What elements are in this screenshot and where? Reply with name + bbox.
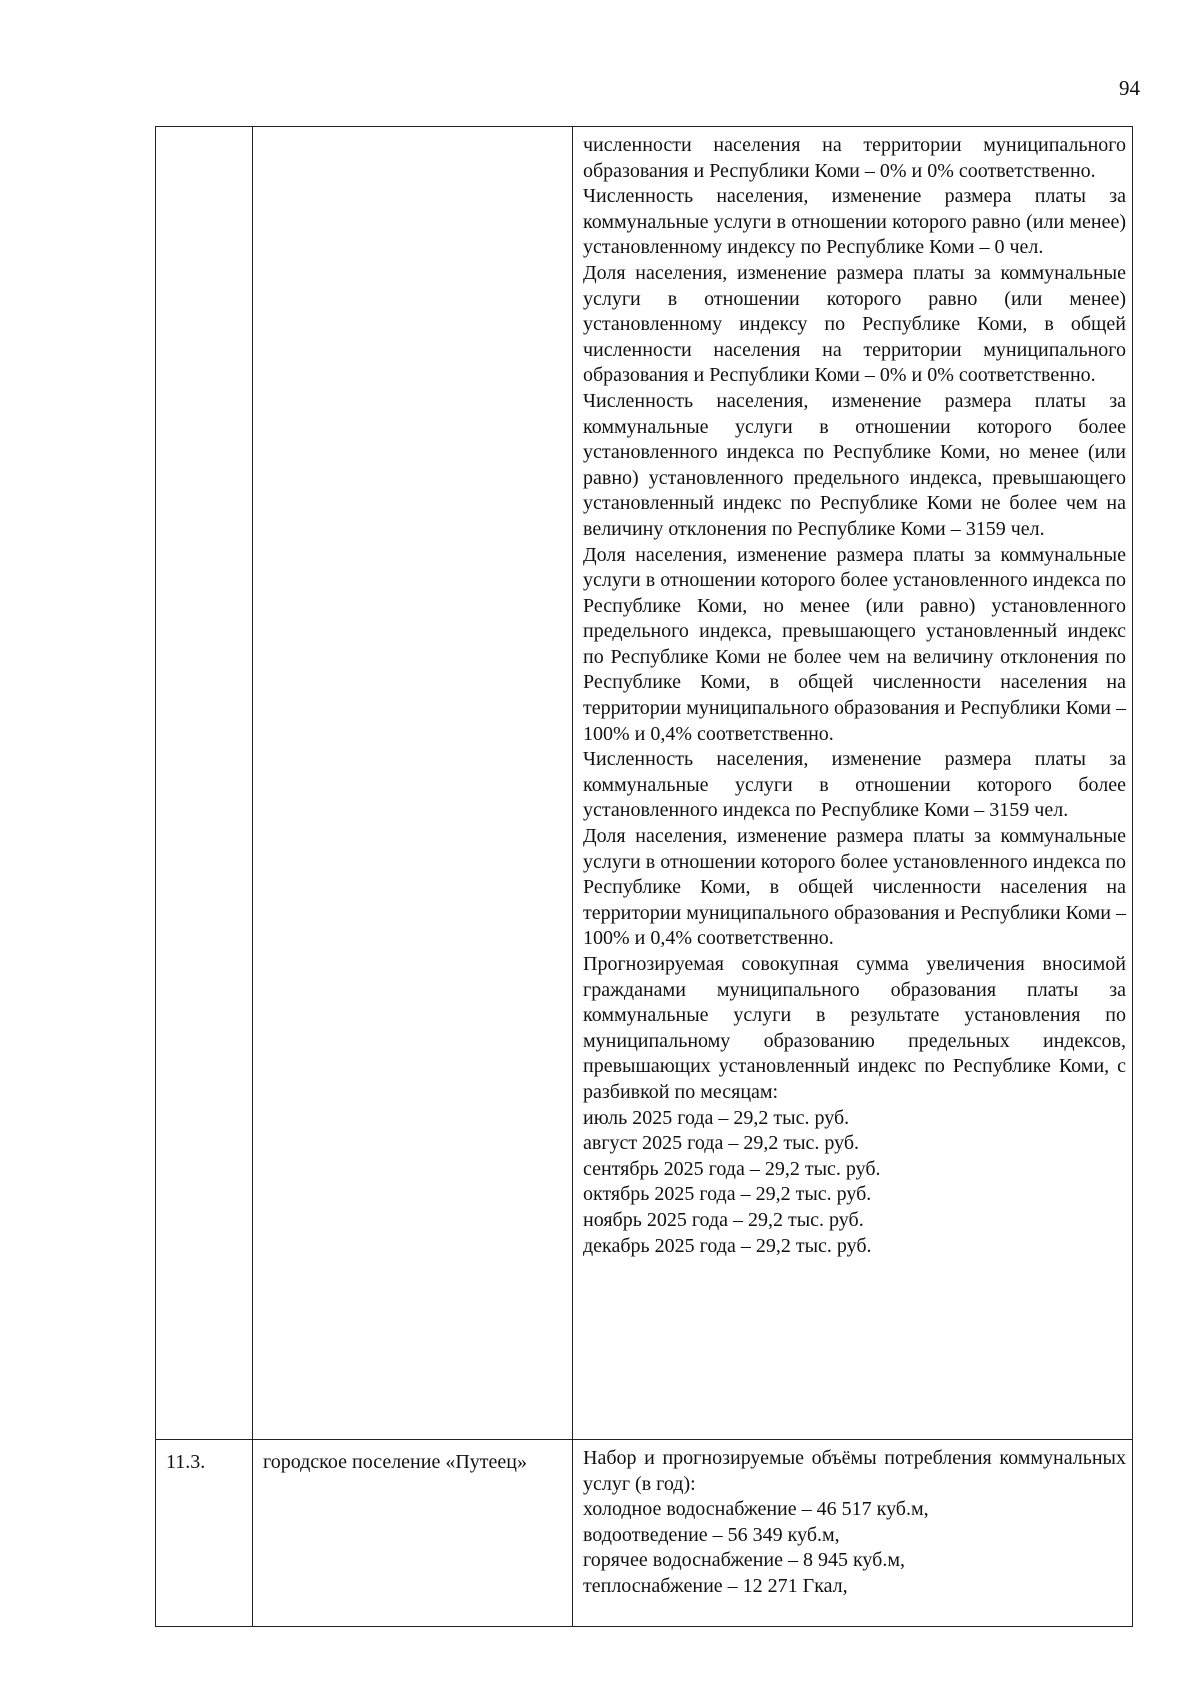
month-line: декабрь 2025 года – 29,2 тыс. руб. (583, 1234, 872, 1257)
content-paragraph: Доля населения, изменение размера платы за коммунальные услуги в отношении которого равно (или менее) установленному индексу по Республике Коми, в общей численности населения на территории муниципального образования и Республики Коми – 0% и 0% соответственно. (583, 261, 1126, 387)
document-table (155, 126, 1133, 1627)
table-row (156, 127, 1133, 1440)
month-line: октябрь 2025 года – 29,2 тыс. руб. (583, 1183, 872, 1206)
content-paragraph: численности населения на территории муниципального образования и Республики Коми – 0% и 0% соответственно. (583, 134, 1126, 182)
content-paragraph: Численность населения, изменение размера платы за коммунальные услуги в отношении которого более установленного индекса по Республике Коми – 3159 чел. (583, 748, 1126, 822)
month-line: сентябрь 2025 года – 29,2 тыс. руб. (583, 1157, 881, 1180)
row-content-cell (573, 127, 1133, 1440)
consumption-line: водоотведение – 56 349 куб.м, (583, 1523, 840, 1546)
table-row (156, 1440, 1133, 1627)
row-content-cell (573, 1440, 1133, 1627)
month-line: август 2025 года – 29,2 тыс. руб. (583, 1132, 860, 1155)
row-name-cell (253, 127, 573, 1440)
content-paragraph: Доля населения, изменение размера платы за коммунальные услуги в отношении которого более установленного индекса по Республике Коми, но менее (или равно) установленного предельного индекса, превышающего установленный индекс по Республике Коми не более чем на величину отклонения по Республике Коми, в общей численности населения на территории муниципального образования и Республики Коми – 100% и 0,4% соответственно. (583, 543, 1127, 745)
consumption-line: холодное водоснабжение – 46 517 куб.м, (583, 1498, 929, 1521)
month-line: ноябрь 2025 года – 29,2 тыс. руб. (583, 1208, 864, 1231)
month-line: июль 2025 года – 29,2 тыс. руб. (583, 1106, 850, 1129)
consumption-line: теплоснабжение – 12 271 Гкал, (583, 1574, 848, 1597)
content-paragraph: Численность населения, изменение размера платы за коммунальные услуги в отношении которого равно (или менее) установленному индексу по Республике Коми – 0 чел. (583, 185, 1126, 259)
content-paragraph: Численность населения, изменение размера платы за коммунальные услуги в отношении которого более установленного индекса по Республике Коми, но менее (или равно) установленного предельного индекса, превышающего установленный индекс по Республике Коми не более чем на величину отклонения по Республике Коми – 3159 чел. (583, 389, 1126, 540)
content-paragraph: Набор и прогнозируемые объёмы потребления коммунальных услуг (в год): (583, 1447, 1126, 1495)
consumption-line: горячее водоснабжение – 8 945 куб.м, (583, 1549, 905, 1572)
content-paragraph: Доля населения, изменение размера платы за коммунальные услуги в отношении которого более установленного индекса по Республике Коми, в общей численности населения на территории муниципального образования и Республики Коми – 100% и 0,4% соответственно. (583, 825, 1127, 950)
row-number-cell (156, 127, 253, 1440)
row-number-cell: 11.3. (156, 1440, 253, 1627)
page-number: 94 (1119, 76, 1140, 100)
row-name-cell: городское поселение «Путеец» (253, 1440, 573, 1627)
content-paragraph: Прогнозируемая совокупная сумма увеличения вносимой гражданами муниципального образования платы за коммунальные услуги в результате установления по муниципальному образованию предельных индексов, превышающих установленный индекс по Республике Коми, с разбивкой по месяцам: (583, 953, 1126, 1103)
